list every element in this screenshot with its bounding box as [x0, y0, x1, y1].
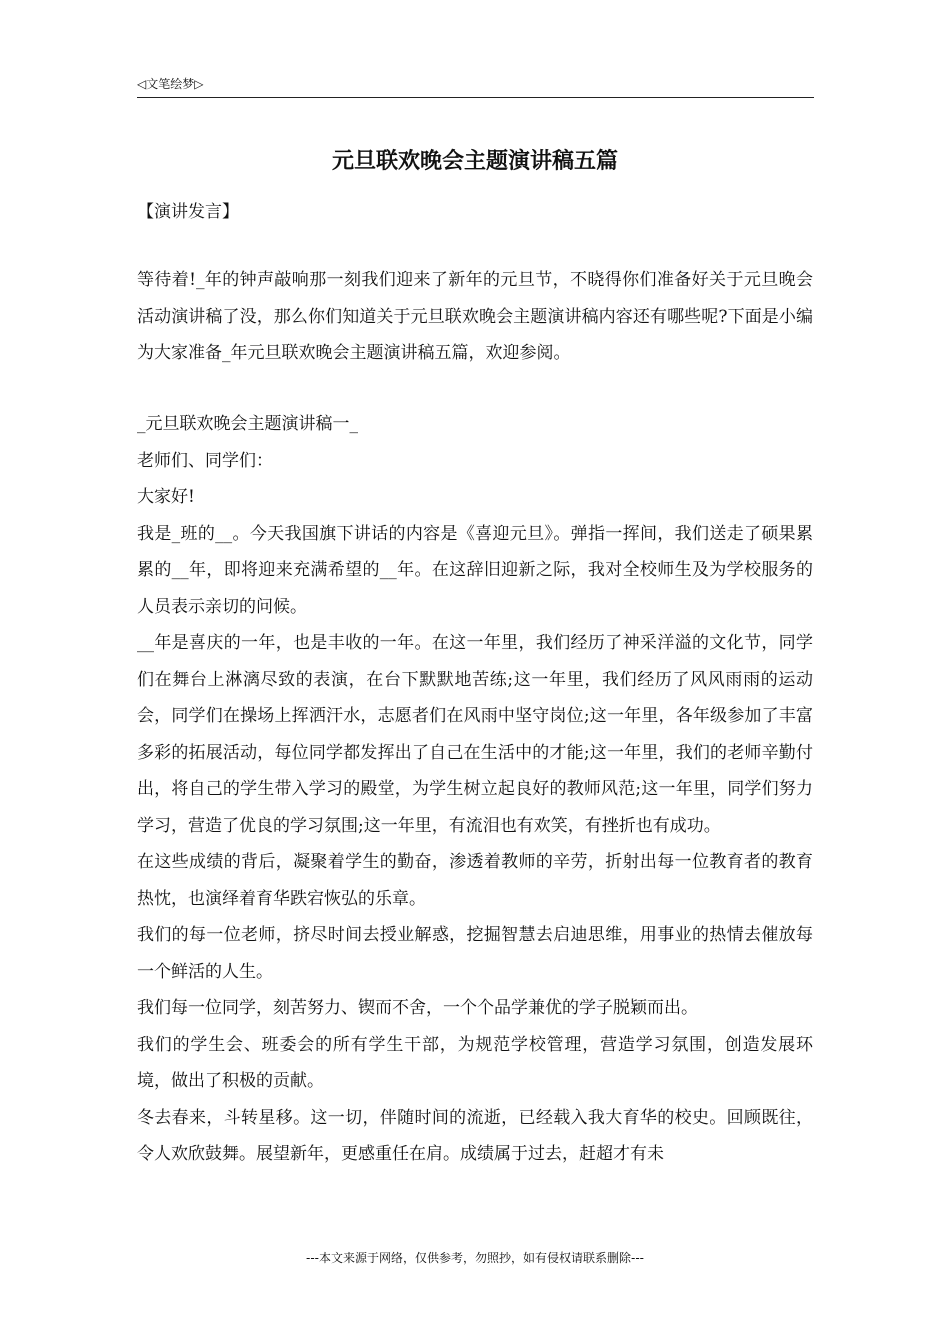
intro-section	[137, 262, 813, 372]
body-paragraph: __年是喜庆的一年，也是丰收的一年。在这一年里，我们经历了神采洋溢的文化节，同学们在舞台上淋漓尽致的表演，在台下默默地苦练;这一年里，我们经历了风风雨雨的运动会，同学们在操场上挥洒汗水，志愿者们在风雨中坚守岗位;这一年里，各年级参加了丰富多彩的拓展活动，每位同学都发挥出了自己在生活中的才能;这一年里，我们的老师辛勤付出，将自己的学生带入学习的殿堂，为学生树立起良好的教师风范;这一年里，同学们努力学习，营造了优良的学习氛围;这一年里，有流泪也有欢笑，有挫折也有成功。	[137, 633, 813, 836]
page-header	[137, 76, 203, 92]
left-triangle-icon: ◁	[137, 77, 147, 91]
speech-body	[137, 406, 813, 1173]
body-paragraph: 冬去春来，斗转星移。这一切，伴随时间的流逝，已经载入我大育华的校史。回顾既往，令人欢欣鼓舞。展望新年，更感重任在肩。成绩属于过去，赶超才有未	[137, 1107, 813, 1164]
salutation: 老师们、同学们：	[137, 450, 273, 471]
body-paragraph: 在这些成绩的背后，凝聚着学生的勤奋，渗透着教师的辛劳，折射出每一位教育者的教育热忱，也演绎着育华跌宕恢弘的乐章。	[137, 852, 813, 909]
category-tag: 【演讲发言】	[137, 202, 239, 222]
body-paragraph: 我们的每一位老师，挤尽时间去授业解惑，挖掘智慧去启迪思维，用事业的热情去催放每一个鲜活的人生。	[137, 925, 813, 982]
document-title: 元旦联欢晚会主题演讲稿五篇	[331, 149, 618, 174]
body-paragraph: 我们每一位同学，刻苦努力、锲而不舍，一个个品学兼优的学子脱颖而出。	[137, 998, 698, 1018]
page-footer: ---本文来源于网络，仅供参考，勿照抄，如有侵权请联系删除---	[306, 1251, 644, 1265]
header-text: 文笔绘梦	[146, 77, 195, 91]
intro-paragraph: 等待着!_年的钟声敲响那一刻我们迎来了新年的元旦节，不晓得你们准备好关于元旦晚会活动演讲稿了没，那么你们知道关于元旦联欢晚会主题演讲稿内容还有哪些呢?下面是小编为大家准备_年元旦联欢晚会主题演讲稿五篇，欢迎参阅。	[137, 270, 813, 363]
right-triangle-icon: ▷	[194, 77, 204, 91]
speech-heading: _元旦联欢晚会主题演讲稿一_	[137, 414, 358, 434]
greeting: 大家好!	[137, 487, 195, 507]
body-paragraph: 我们的学生会、班委会的所有学生干部，为规范学校管理，营造学习氛围，创造发展环境，做出了积极的贡献。	[137, 1034, 813, 1091]
body-paragraph: 我是_班的__。今天我国旗下讲话的内容是《喜迎元旦》。弹指一挥间，我们送走了硕果累累的__年，即将迎来充满希望的__年。在这辞旧迎新之际，我对全校师生及为学校服务的人员表示亲切的问候。	[137, 523, 813, 617]
header-divider	[137, 97, 814, 98]
